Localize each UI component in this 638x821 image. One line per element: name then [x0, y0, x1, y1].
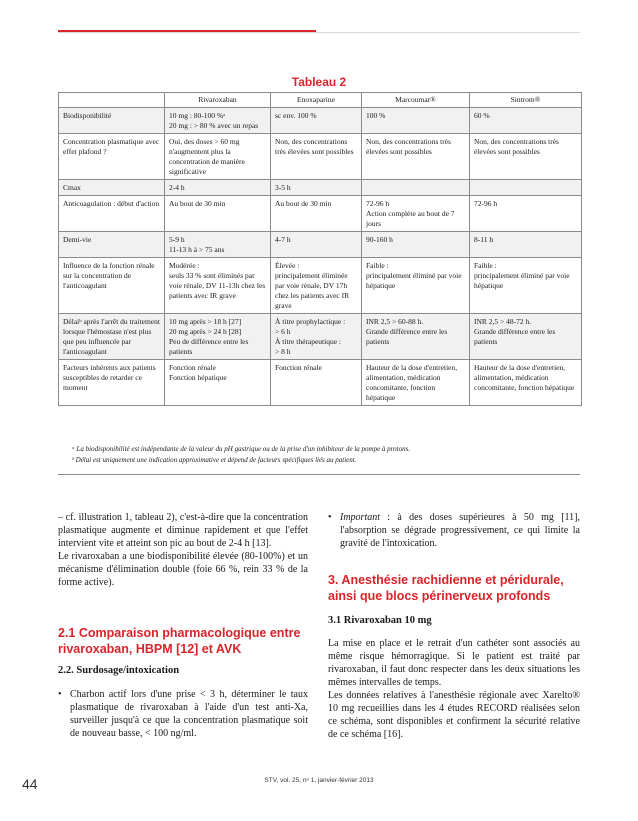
row-label: Demi-vie: [59, 232, 165, 258]
table-cell: Non, des concentrations très élevées sont possibles: [271, 134, 362, 180]
left-bullet-list: [58, 688, 308, 740]
row-label: Délaiᵇ après l'arrêt du traitement lorsque l'hémostase n'est plus que peu influencée par l'anticoagulant: [59, 314, 165, 360]
table-cell: Faible : principalement éliminé par voie hépatique: [362, 258, 470, 314]
page-number: 44: [22, 776, 38, 792]
table-cell: 90-160 h: [362, 232, 470, 258]
paragraph: Les données relatives à l'anesthésie régionale avec Xarelto® 10 mg recueillies dans les 4 études RECORD réalisées selon ce schéma, sont disponibles et confirment la sécurité relative de ce schéma [16].: [328, 690, 580, 740]
table-cell: Au bout de 30 min: [271, 196, 362, 232]
table-cell: 4-7 h: [271, 232, 362, 258]
row-label: Anticoagulation : début d'action: [59, 196, 165, 232]
table-cell: 60 %: [470, 108, 582, 134]
table-cell: Au bout de 30 min: [165, 196, 271, 232]
table-footnotes: [72, 444, 572, 466]
paragraph: Le rivaroxaban a une biodisponibilité élevée (80-100%) et un mécanisme d'élimination double (foie 66 %, rein 33 % de la forme active).: [58, 551, 308, 588]
footnote-a: ᵃ La biodisponibilité est indépendante de la valeur du pH gastrique ou de la prise d'un inhibiteur de la pompe à protons.: [72, 445, 411, 453]
table-cell: Hauteur de la dose d'entretien, alimentation, médication concomitante, fonction hépatique: [362, 360, 470, 406]
table-cell: Fonction rénale Fonction hépatique: [165, 360, 271, 406]
table-row: [59, 258, 582, 314]
table-row: [59, 196, 582, 232]
table-row: [59, 134, 582, 180]
table-cell: 10 mg : 80-100 %ᵃ 20 mg : > 80 % avec un repas: [165, 108, 271, 134]
header-cell: [59, 93, 165, 108]
table-cell: 2-4 h: [165, 180, 271, 196]
table-cell: Oui, des doses > 60 mg n'augmentent plus la concentration de manière significative: [165, 134, 271, 180]
table-cell: 8-11 h: [470, 232, 582, 258]
table-cell: 5-9 h 11-13 h à > 75 ans: [165, 232, 271, 258]
table-cell: À titre prophylactique : > 6 h À titre thérapeutique : > 8 h: [271, 314, 362, 360]
table-row: [59, 232, 582, 258]
table-cell: Non, des concentrations très élevées sont possibles: [362, 134, 470, 180]
section-heading-2-2: 2.2. Surdosage/intoxication: [58, 665, 180, 676]
table-row: [59, 314, 582, 360]
row-label: Biodisponibilité: [59, 108, 165, 134]
right-column: [328, 511, 580, 550]
table-cell: 3-5 h: [271, 180, 362, 196]
section-heading-3: 3. Anesthésie rachidienne et péridurale, ainsi que blocs périnerveux profonds: [328, 573, 564, 603]
footnote-b: ᵇ Délai est uniquement une indication approximative et dépend de facteurs spécifiques liés au patient.: [72, 456, 357, 464]
header-cell: Marcoumar®: [362, 93, 470, 108]
left-column: [58, 511, 308, 589]
table-row: [59, 360, 582, 406]
header-cell: Sintrom®: [470, 93, 582, 108]
row-label: Facteurs inhérents aux patients susceptibles de retarder ce moment: [59, 360, 165, 406]
table-cell: Modérée : seuls 33 % sont éliminés par voie rénale, DV 11-13h chez les patients avec IR grave: [165, 258, 271, 314]
table-cell: Élevée : principalement éliminée par voie rénale, DV 17h chez les patients avec IR grave: [271, 258, 362, 314]
table-cell: [362, 180, 470, 196]
header-cell: Enoxaparine: [271, 93, 362, 108]
header-rule: [58, 32, 580, 33]
table-row: [59, 108, 582, 134]
comparison-table: [58, 92, 582, 406]
table-row: [59, 180, 582, 196]
table-header-row: [59, 93, 582, 108]
table-cell: [470, 180, 582, 196]
row-label: Influence de la fonction rénale sur la concentration de l'anticoagulant: [59, 258, 165, 314]
section-heading-2-1: 2.1 Comparaison pharmacologique entre rivaroxaban, HBPM [12] et AVK: [58, 626, 301, 656]
table-cell: Non, des concentrations très élevées sont possibles: [470, 134, 582, 180]
table-cell: INR 2,5 > 60-88 h. Grande différence entre les patients: [362, 314, 470, 360]
table-cell: Hauteur de la dose d'entretien, alimentation, médication concomitante, fonction hépatique: [470, 360, 582, 406]
journal-reference: STV, vol. 25, nᵒ 1, janvier-février 2013: [264, 777, 374, 784]
table-cell: 10 mg après > 18 h [27] 20 mg après > 24 h [28] Peu de différence entre les patients: [165, 314, 271, 360]
table-cell: INR 2,5 > 48-72 h. Grande différence entre les patients: [470, 314, 582, 360]
list-item: • Charbon actif lors d'une prise < 3 h, déterminer le taux plasmatique de rivaroxaban à l'aide d'un test anti-Xa, surveiller jusqu'à ce que la concentration plasmatique soit de nouveau basse, < 100 ng/ml.: [58, 689, 308, 739]
table-cell: sc env. 100 %: [271, 108, 362, 134]
table-cell: 72-96 h: [470, 196, 582, 232]
important-label: Important: [340, 512, 380, 523]
table-cell: 72-96 h Action complète au bout de 7 jours: [362, 196, 470, 232]
section-heading-3-1: 3.1 Rivaroxaban 10 mg: [328, 615, 432, 626]
list-item: • Important : à des doses supérieures à 50 mg [11], l'absorption se dégrade progressivement, ce qui limite la gravité de l'intoxication.: [328, 512, 580, 549]
table-cell: Faible : principalement éliminé par voie hépatique: [470, 258, 582, 314]
header-cell: Rivaroxaban: [165, 93, 271, 108]
table-bottom-rule: [58, 474, 580, 475]
paragraph: – cf. illustration 1, tableau 2), c'est-à-dire que la concentration plasmatique augmente et diminue rapidement et que l'effet intervient vite et atteint son pic au bout de 2-4 h [13].: [58, 512, 308, 549]
row-label: Concentration plasmatique avec effet plafond ?: [59, 134, 165, 180]
table-cell: 100 %: [362, 108, 470, 134]
table-title: Tableau 2: [291, 75, 347, 89]
table-cell: Fonction rénale: [271, 360, 362, 406]
paragraph: La mise en place et le retrait d'un cathéter sont associés au même risque hémorragique. Si le patient est traité par rivaroxaban, il faut donc respecter dans les deux situations les mêmes intervalles de temps.: [328, 638, 580, 688]
row-label: Cmax: [59, 180, 165, 196]
right-body: [328, 637, 580, 741]
